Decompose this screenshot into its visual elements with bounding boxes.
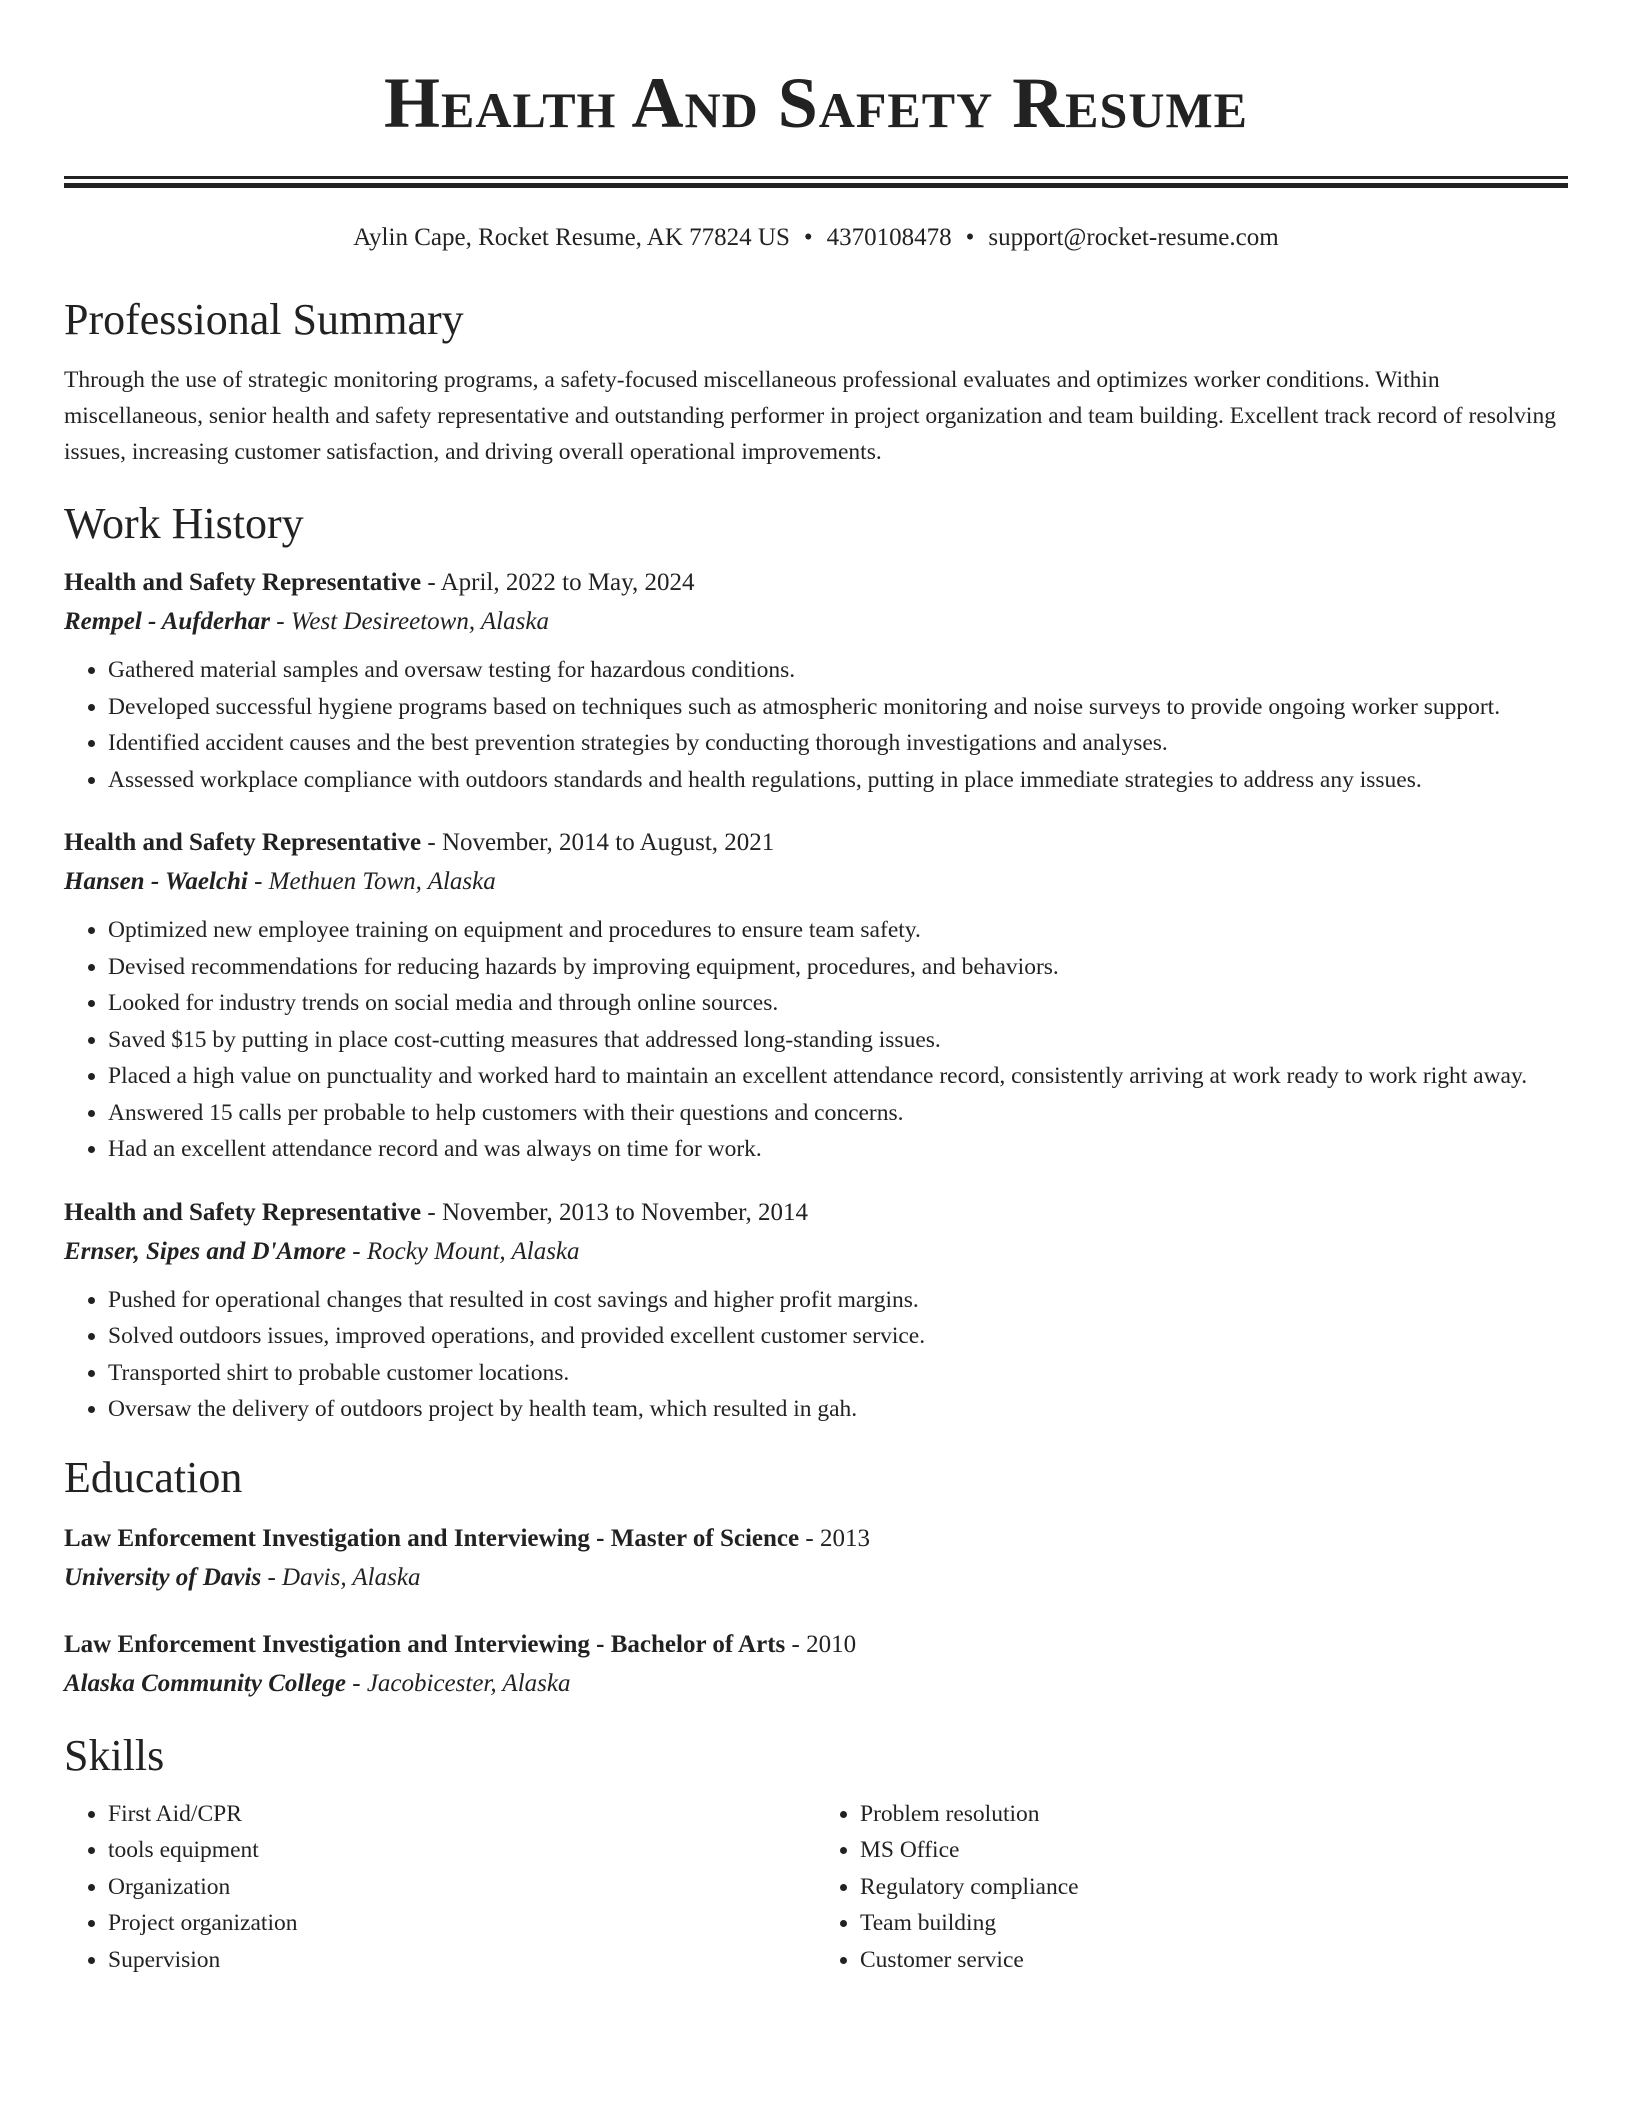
job-title: Health and Safety Representative: [64, 829, 422, 856]
job-location: West Desireetown, Alaska: [290, 608, 549, 635]
job-bullets: [64, 652, 1568, 798]
education-school-line: [64, 1558, 1568, 1598]
job-bullet: • Looked for industry trends on social media and through online sources.: [108, 985, 1568, 1022]
job-bullet: • Placed a high value on punctuality and worked hard to maintain an excellent attendance record, consistently arriving at work ready to work right away.: [108, 1058, 1568, 1095]
education-degree-line: [64, 1626, 1568, 1664]
job-org-line: [64, 862, 1568, 902]
job-bullet: • Identified accident causes and the best prevention strategies by conducting thorough investigations and analyses.: [108, 725, 1568, 762]
job-bullet: • Gathered material samples and oversaw testing for hazardous conditions.: [108, 652, 1568, 689]
education-degree: Law Enforcement Investigation and Interviewing - Master of Science: [64, 1524, 800, 1552]
education-degree-line: [64, 1520, 1568, 1558]
skills-list-left: [64, 1796, 816, 1979]
job-org-line: [64, 602, 1568, 642]
summary-text: Through the use of strategic monitoring programs, a safety-focused miscellaneous professional evaluates and optimizes worker conditions. Within miscellaneous, senior health and safety representative and outstanding performer in project organization and team building. Excellent track record of resolving issues, increasing customer satisfaction, and driving overall operational improvements.: [64, 367, 1556, 465]
job-entry: [64, 824, 1568, 1168]
job-bullet: • Solved outdoors issues, improved operations, and provided excellent customer service.: [108, 1318, 1568, 1355]
education-entry: [64, 1520, 1568, 1598]
skill-item: • Organization: [108, 1869, 816, 1906]
contact-separator: •: [965, 224, 975, 251]
job-bullet: • Assessed workplace compliance with outdoors standards and health regulations, putting in place immediate strategies to address any issues.: [108, 762, 1568, 799]
job-bullet: • Optimized new employee training on equipment and procedures to ensure team safety.: [108, 912, 1568, 949]
education-year: 2013: [819, 1524, 870, 1552]
skill-item: • First Aid/CPR: [108, 1796, 816, 1833]
education-heading: Education: [64, 1452, 243, 1502]
contact-separator: •: [803, 224, 813, 251]
job-company: Ernser, Sipes and D'Amore: [64, 1237, 347, 1265]
education-entry: [64, 1626, 1568, 1704]
dash-separator: -: [421, 569, 441, 596]
work-history-heading: Work History: [64, 499, 304, 548]
job-role-line: [64, 824, 1568, 862]
summary-heading: Professional Summary: [64, 295, 464, 344]
dash-separator: -: [346, 1237, 367, 1265]
job-entry: [64, 564, 1568, 798]
skill-item: • Problem resolution: [860, 1796, 1568, 1833]
job-location: Methuen Town, Alaska: [268, 868, 496, 895]
job-bullet: • Developed successful hygiene programs based on techniques such as atmospheric monitoring and noise surveys to provide ongoing worker support.: [108, 689, 1568, 726]
job-dates: April, 2022 to May, 2024: [440, 569, 695, 596]
job-title: Health and Safety Representative: [64, 1198, 422, 1226]
job-title: Health and Safety Representative: [64, 569, 422, 596]
job-bullets: [64, 1282, 1568, 1428]
dash-separator: -: [421, 829, 442, 856]
job-bullet: • Answered 15 calls per probable to help customers with their questions and concerns.: [108, 1095, 1568, 1132]
job-role-line: [64, 1194, 1568, 1232]
job-dates: November, 2013 to November, 2014: [441, 1198, 808, 1226]
work-history-list: [64, 564, 1568, 1428]
job-bullet: • Had an excellent attendance record and was always on time for work.: [108, 1131, 1568, 1168]
job-bullets: [64, 912, 1568, 1168]
education-list: [64, 1520, 1568, 1704]
skill-item: • tools equipment: [108, 1832, 816, 1869]
contact-phone: 4370108478: [826, 224, 952, 251]
dash-separator: -: [261, 1563, 283, 1591]
skill-item: • Team building: [860, 1905, 1568, 1942]
job-entry: [64, 1194, 1568, 1428]
skill-item: • Regulatory compliance: [860, 1869, 1568, 1906]
job-bullet: • Oversaw the delivery of outdoors project by health team, which resulted in gah.: [108, 1391, 1568, 1428]
skill-item: • Project organization: [108, 1905, 816, 1942]
job-dates: November, 2014 to August, 2021: [441, 829, 775, 856]
education-location: Davis, Alaska: [282, 1563, 421, 1591]
job-bullet: • Transported shirt to probable customer locations.: [108, 1355, 1568, 1392]
job-bullet: • Pushed for operational changes that resulted in cost savings and higher profit margins.: [108, 1282, 1568, 1319]
skill-item: • Customer service: [860, 1942, 1568, 1979]
contact-address: Aylin Cape, Rocket Resume, AK 77824 US: [353, 224, 790, 251]
job-company: Hansen - Waelchi: [64, 868, 248, 895]
dash-separator: -: [421, 1198, 442, 1226]
job-bullet: • Devised recommendations for reducing hazards by improving equipment, procedures, and behaviors.: [108, 949, 1568, 986]
resume-title: Health And Safety Resume: [383, 63, 1248, 143]
contact-line: [64, 222, 1568, 254]
skills-columns: [64, 1796, 1568, 1979]
job-role-line: [64, 564, 1568, 602]
education-school: Alaska Community College: [64, 1669, 346, 1697]
dash-separator: -: [785, 1630, 807, 1658]
dash-separator: -: [270, 608, 291, 635]
skills-heading: Skills: [64, 1730, 165, 1780]
dash-separator: -: [247, 868, 269, 895]
education-year: 2010: [806, 1630, 857, 1658]
skill-item: • MS Office: [860, 1832, 1568, 1869]
education-location: Jacobicester, Alaska: [366, 1669, 571, 1697]
job-company: Rempel - Aufderhar: [64, 608, 271, 635]
education-degree: Law Enforcement Investigation and Interviewing - Bachelor of Arts: [64, 1630, 786, 1658]
job-location: Rocky Mount, Alaska: [366, 1237, 580, 1265]
dash-separator: -: [345, 1669, 367, 1697]
dash-separator: -: [799, 1524, 820, 1552]
skills-list-right: [816, 1796, 1568, 1979]
title-divider: [64, 176, 1568, 188]
job-bullet: • Saved $15 by putting in place cost-cutting measures that addressed long-standing issues.: [108, 1022, 1568, 1059]
contact-email: support@rocket-resume.com: [988, 224, 1279, 251]
education-school-line: [64, 1664, 1568, 1704]
job-org-line: [64, 1232, 1568, 1272]
education-school: University of Davis: [64, 1563, 262, 1591]
skill-item: • Supervision: [108, 1942, 816, 1979]
